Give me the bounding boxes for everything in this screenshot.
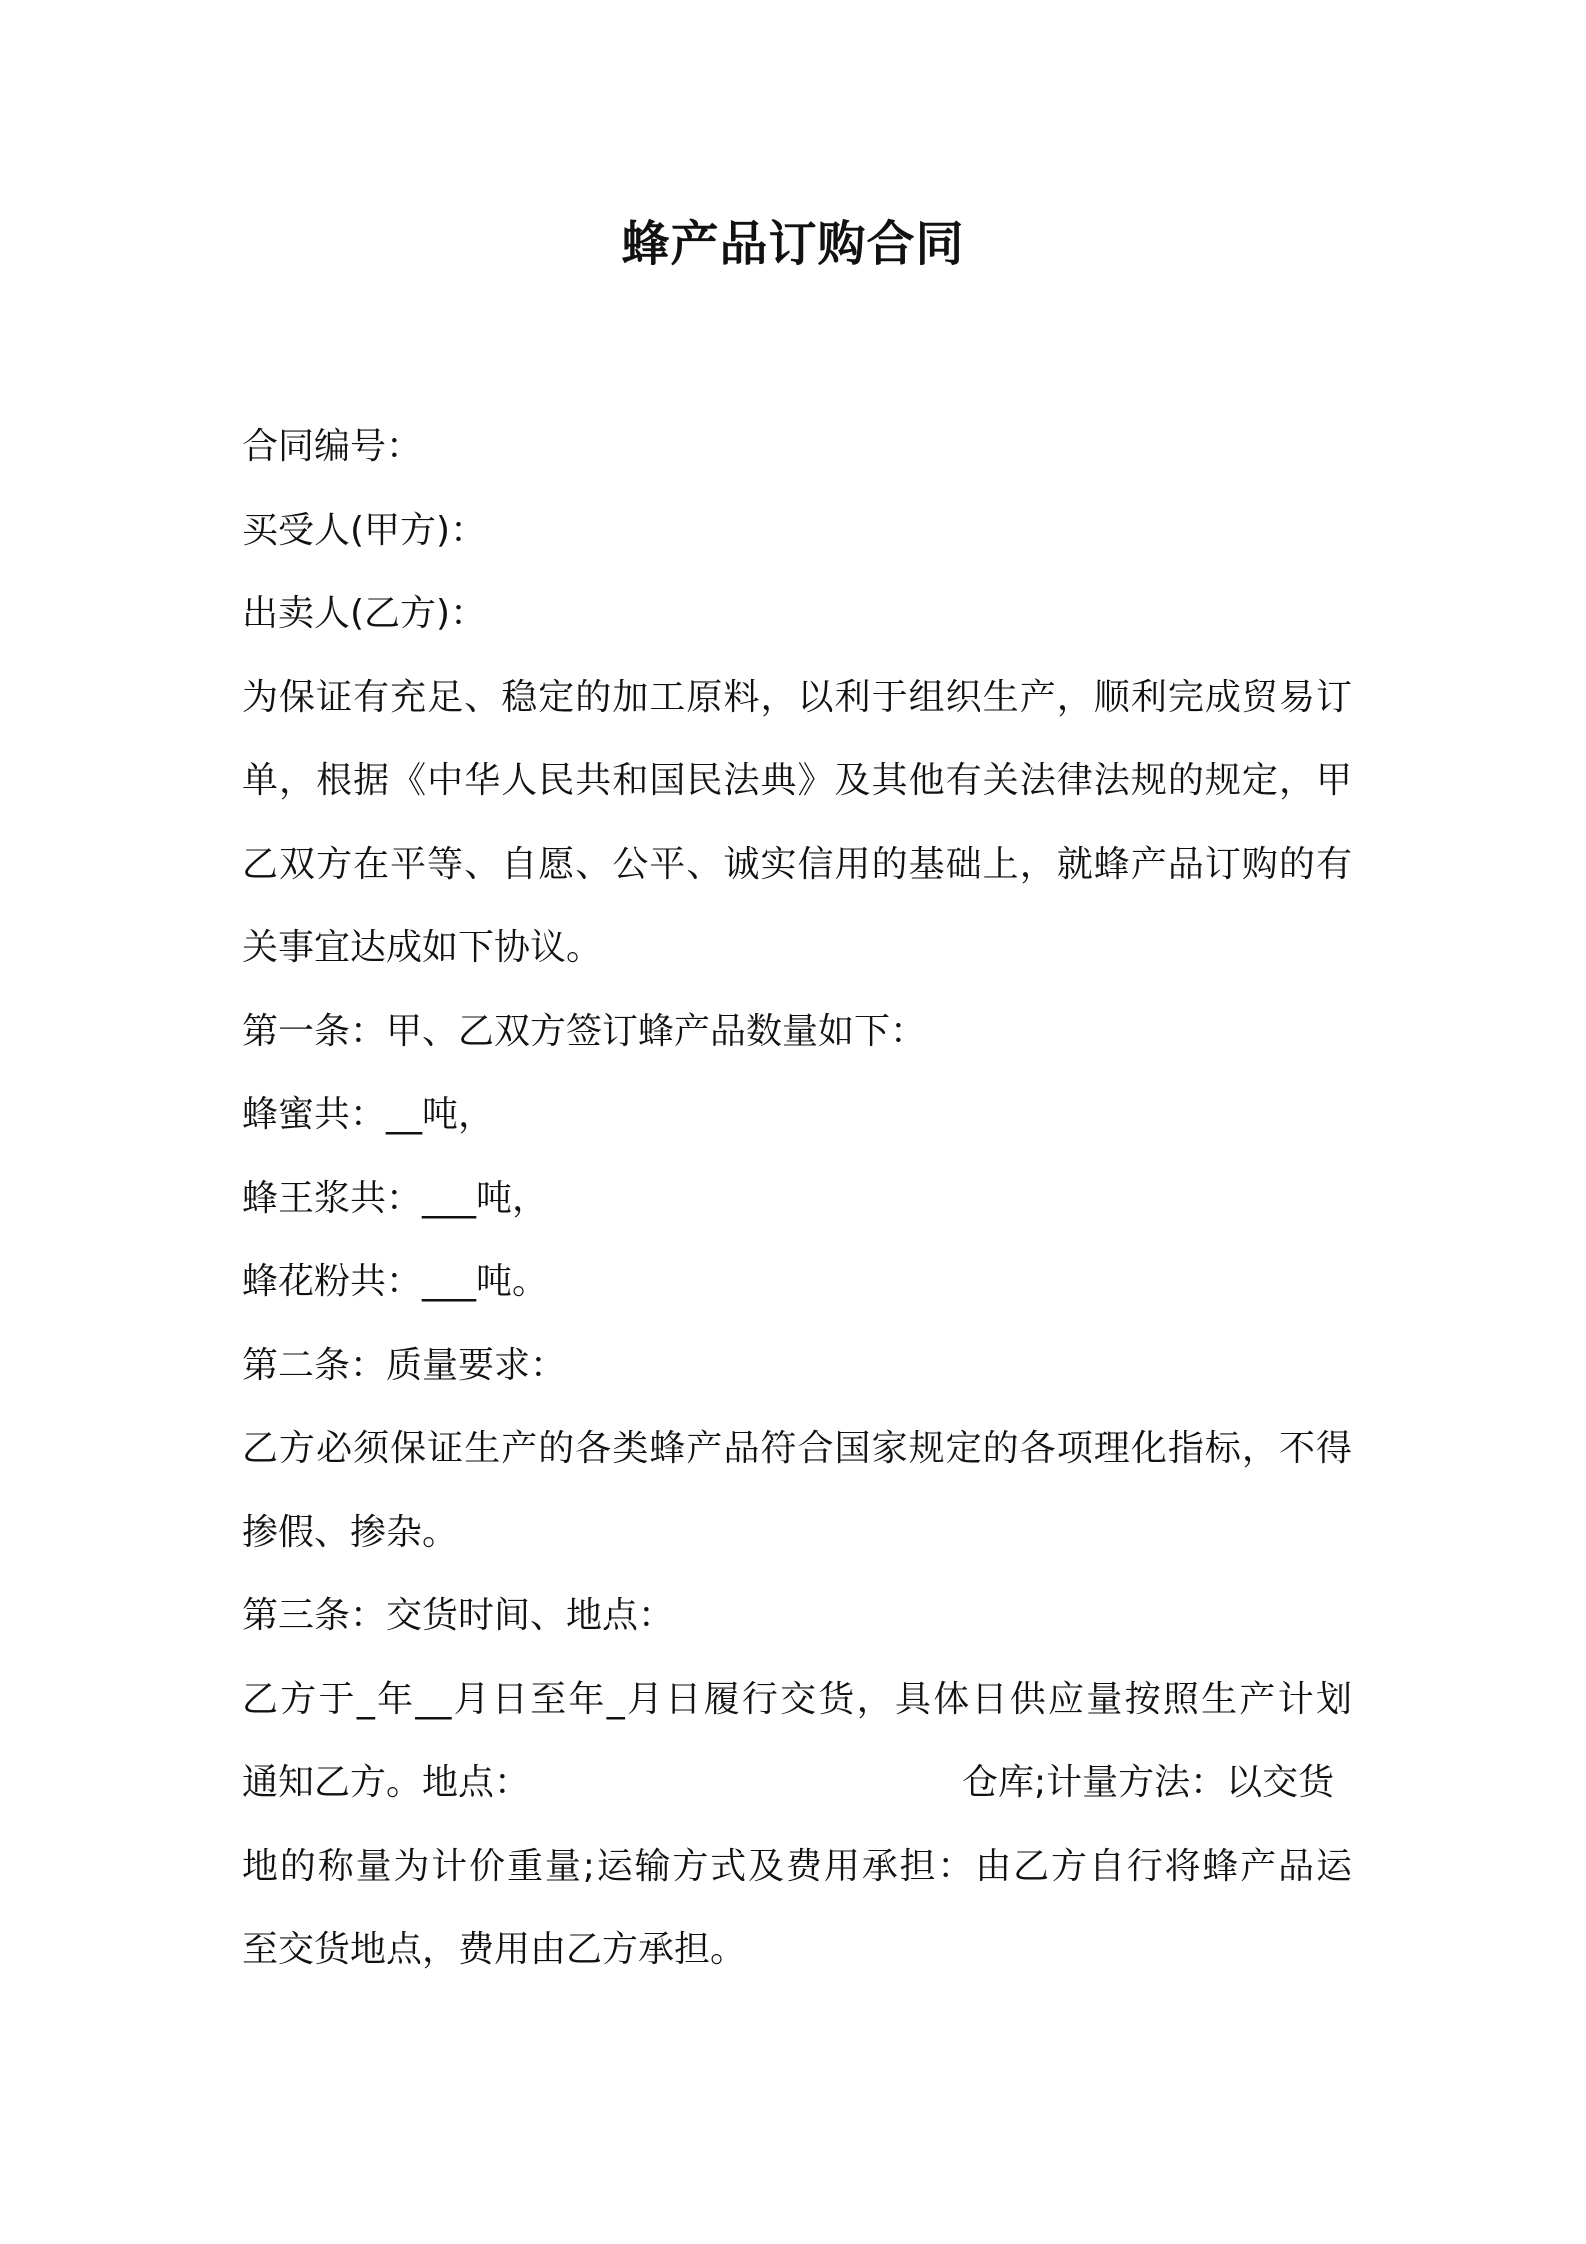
delivery-line-2: [242, 1741, 1352, 1825]
article-3-heading: 第三条：交货时间、地点：: [242, 1595, 675, 1636]
contract-body: [242, 405, 1352, 1992]
preamble-line-4: 关事宜达成如下协议。: [242, 927, 603, 968]
preamble-line-1: 为保证有充足、稳定的加工原料，以利于组织生产，顺利完成贸易订: [242, 676, 1352, 718]
contract-title: 蜂产品订购合同: [621, 216, 965, 272]
article-1-heading: 第一条：甲、乙双方签订蜂产品数量如下：: [242, 1010, 927, 1052]
contract-number-line: 合同编号：: [242, 426, 423, 467]
honey-quantity-line: 蜂蜜共：__吨，: [242, 1094, 495, 1135]
preamble-line-2: 单，根据《中华人民共和国民法典》及其他有关法律法规的规定，甲: [242, 760, 1352, 801]
delivery-line-3: 地的称量为计价重量;运输方式及费用承担：由乙方自行将蜂产品运: [242, 1845, 1352, 1887]
seller-line: 出卖人(乙方)：: [242, 593, 487, 634]
bee-pollen-quantity-line: 蜂花粉共：___吨。: [242, 1261, 549, 1302]
royal-jelly-quantity-line: 蜂王浆共：___吨，: [242, 1177, 549, 1219]
article-2-heading: 第二条：质量要求：: [242, 1344, 567, 1386]
measurement-text: 仓库;计量方法：以交货: [962, 1762, 1335, 1803]
delivery-line-1: 乙方于_年__月日至年_月日履行交货，具体日供应量按照生产计划: [242, 1678, 1352, 1720]
buyer-line: 买受人(甲方)：: [242, 509, 487, 551]
quality-line-2: 掺假、掺杂。: [242, 1511, 459, 1553]
preamble-line-3: 乙双方在平等、自愿、公平、诚实信用的基础上，就蜂产品订购的有: [242, 843, 1352, 885]
quality-line-1: 乙方必须保证生产的各类蜂产品符合国家规定的各项理化指标，不得: [242, 1428, 1352, 1469]
delivery-line-4: 至交货地点，费用由乙方承担。: [242, 1929, 747, 1970]
delivery-location-label: 通知乙方。地点：: [242, 1762, 531, 1803]
